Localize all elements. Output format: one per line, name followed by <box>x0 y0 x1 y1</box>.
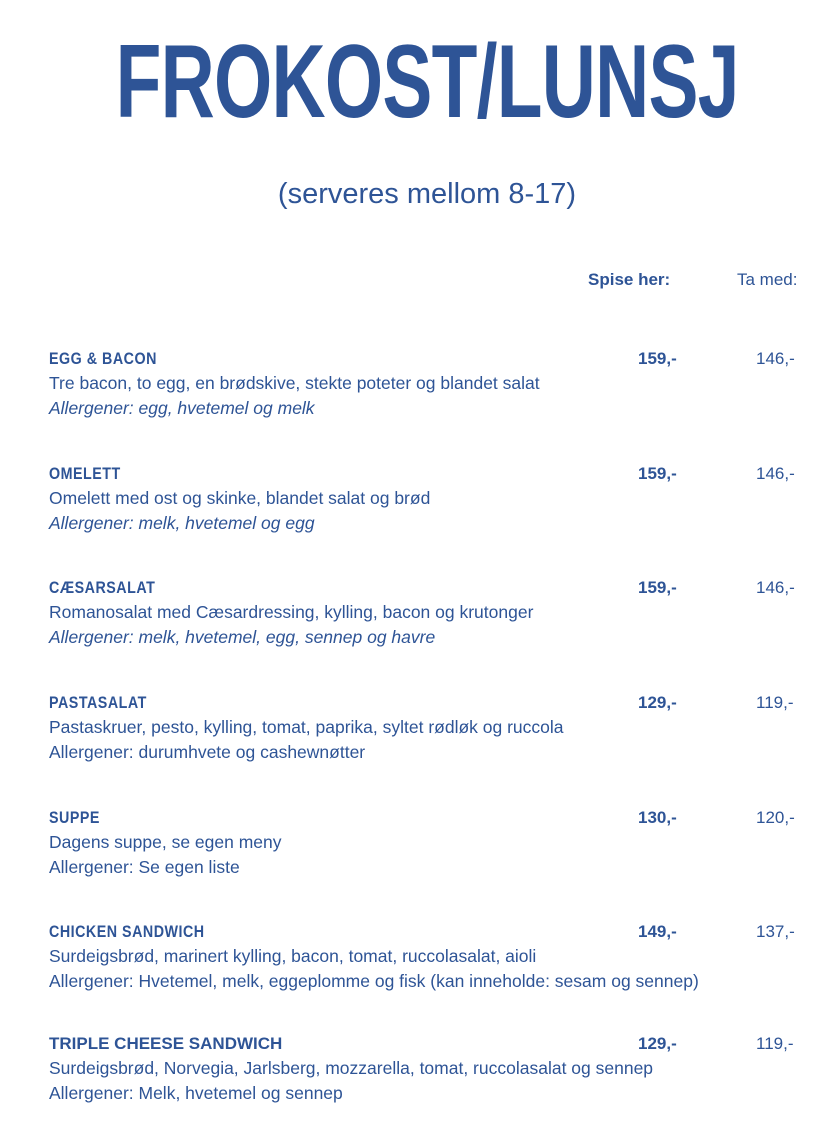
price-eat-in: 130,- <box>638 808 677 827</box>
item-allergens: Allergener: melk, hvetemel og egg <box>49 512 315 533</box>
item-allergens: Allergener: durumhvete og cashewnøtter <box>49 741 366 762</box>
item-allergens: Allergener: Hvetemel, melk, eggeplomme og fisk (kan inneholde: sesam og sennep) <box>49 970 699 991</box>
menu-title: FROKOST/LUNSJ <box>115 24 739 140</box>
column-header-take-away: Ta med: <box>737 270 798 289</box>
menu-item-egg-bacon <box>49 347 826 420</box>
item-name: TRIPLE CHEESE SANDWICH <box>49 1034 283 1053</box>
item-name: PASTASALAT <box>49 693 147 712</box>
item-description: Surdeigsbrød, marinert kylling, bacon, tomat, ruccolasalat, aioli <box>49 946 537 966</box>
menu-item-suppe <box>49 806 826 879</box>
item-allergens: Allergener: Melk, hvetemel og sennep <box>49 1082 343 1103</box>
price-take-away: 119,- <box>756 693 794 712</box>
menu-item-chicken-sandwich <box>49 920 826 993</box>
item-name: OMELETT <box>49 464 121 483</box>
price-take-away: 120,- <box>756 808 795 827</box>
price-take-away: 137,- <box>756 922 795 941</box>
column-header-eat-in: Spise her: <box>588 270 671 289</box>
item-name: CHICKEN SANDWICH <box>49 922 205 941</box>
menu-item-omelett <box>49 462 826 535</box>
price-eat-in: 149,- <box>638 922 677 941</box>
item-allergens: Allergener: Se egen liste <box>49 856 240 877</box>
item-description: Omelett med ost og skinke, blandet salat og brød <box>49 488 431 508</box>
price-take-away: 119,- <box>756 1034 794 1053</box>
item-name: SUPPE <box>49 808 100 827</box>
price-eat-in: 159,- <box>638 349 677 368</box>
item-name: CÆSARSALAT <box>49 578 156 597</box>
price-eat-in: 129,- <box>638 693 677 712</box>
price-take-away: 146,- <box>756 464 795 483</box>
menu-item-caesarsalat <box>49 576 826 649</box>
item-description: Dagens suppe, se egen meny <box>49 832 282 852</box>
price-eat-in: 159,- <box>638 578 677 597</box>
item-description: Tre bacon, to egg, en brødskive, stekte poteter og blandet salat <box>49 373 540 393</box>
item-description: Surdeigsbrød, Norvegia, Jarlsberg, mozzarella, tomat, ruccolasalat og sennep <box>49 1058 654 1078</box>
menu-item-triple-cheese-sandwich <box>49 1032 826 1105</box>
price-eat-in: 159,- <box>638 464 677 483</box>
menu-item-pastasalat <box>49 691 826 764</box>
menu-subtitle: (serveres mellom 8-17) <box>277 178 577 210</box>
item-description: Romanosalat med Cæsardressing, kylling, bacon og krutonger <box>49 602 534 622</box>
item-allergens: Allergener: melk, hvetemel, egg, sennep og havre <box>49 626 436 647</box>
price-eat-in: 129,- <box>638 1034 677 1053</box>
item-name: EGG & BACON <box>49 349 157 368</box>
price-take-away: 146,- <box>756 349 795 368</box>
price-take-away: 146,- <box>756 578 795 597</box>
item-description: Pastaskruer, pesto, kylling, tomat, paprika, syltet rødløk og ruccola <box>49 717 564 737</box>
item-allergens: Allergener: egg, hvetemel og melk <box>49 397 315 418</box>
